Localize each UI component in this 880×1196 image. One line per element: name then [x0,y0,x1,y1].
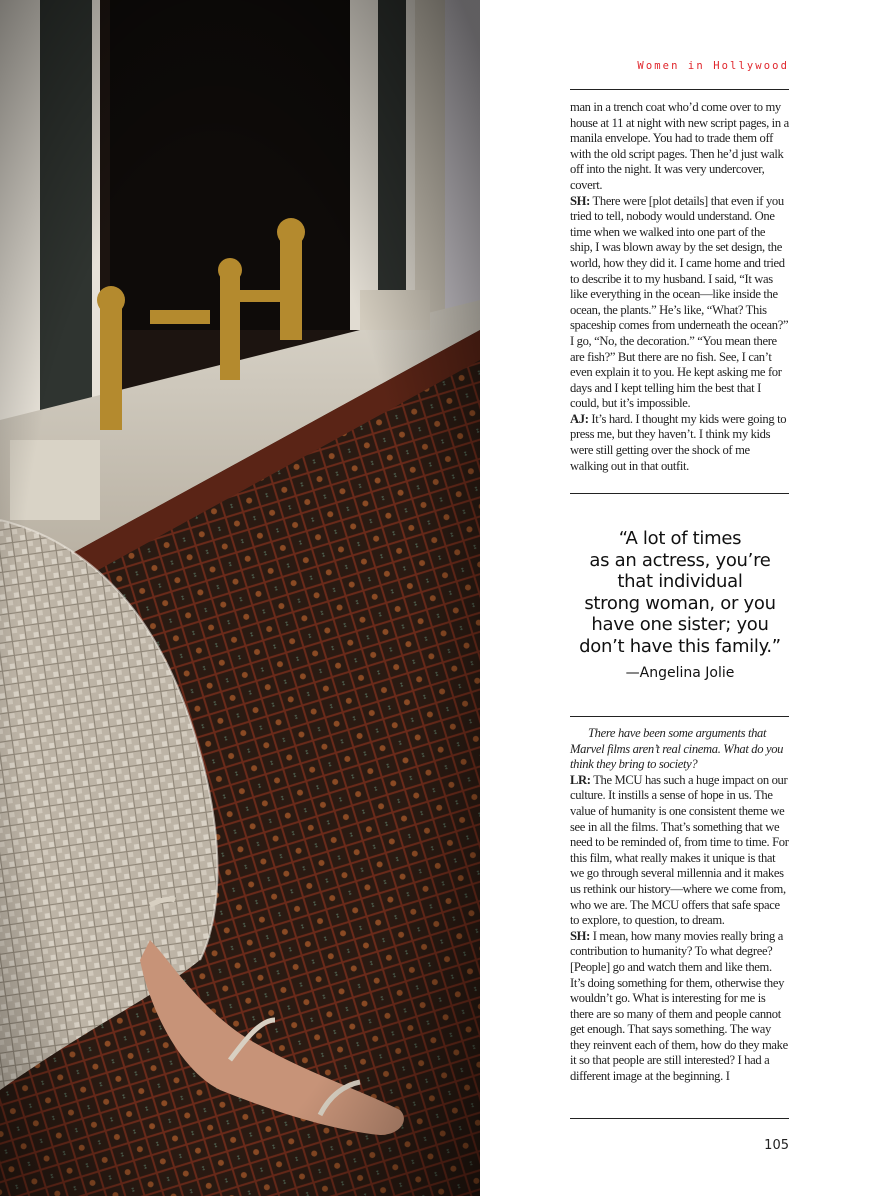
section-label: Women in Hollywood [637,60,789,72]
bottom-rule [570,1118,789,1119]
paragraph-text: man in a trench coat who’d come over to my house at 11 at night with new script pages, in a manila envelope. You had to trade them off with the old script pages. Then he’d just walk off into the night. It was very undercover, covert. [570,100,789,192]
speaker-label: AJ: [570,411,589,426]
pull-quote-line: that individual [617,571,743,593]
interview-question: There have been some arguments that Marvel films aren’t real cinema. What do you think they bring to society? [570,726,784,772]
pull-quote-line: don’t have this family.” [579,635,781,657]
pull-quote-line: as an actress, you’re [589,549,771,571]
section-rule [570,716,789,717]
paragraph [570,412,789,474]
article-column-top [570,100,789,474]
paragraph-text: I mean, how many movies really bring a contribution to humanity? To what degree? [People] go and watch them and like them. It’s doing something for them, otherwise they wouldn’t go. What is interesting for me is there are so many of them and people cannot get enough. That says something. The way they reinvent each of them, how do they make it so that people are still interested? I had a different image at the beginning. I [570,928,788,1084]
speaker-label: LR: [570,772,591,787]
paragraph [570,194,789,412]
speaker-label: SH: [570,928,590,943]
paragraph-text: It’s hard. I thought my kids were going to press me, but they haven’t. I think my kids were still getting over the shock of me walking out in that outfit. [570,411,787,473]
paragraph-text: There were [plot details] that even if you tried to tell, nobody would understand. One time when we walked into one part of the ship, I was blown away by the set design, the world, how they did it. I came home and tried to describe it to my husband. I said, “It was like everything in the ocean—like inside the ocean, the plants.” He’s like, “What? This spaceship comes from underneath the ocean?” I go, “No, the decoration.” “You mean there are fish?” But there are no fish. See, I can’t even explain it to you. He kept asking me for days and I kept telling him the best that I could, but it’s impossible. [570,193,789,411]
pull-quote-line: “A lot of times [618,528,742,549]
page-number: 105 [764,1138,789,1153]
speaker-label: SH: [570,193,590,208]
section-rule [570,493,789,494]
paragraph-text: The MCU has such a huge impact on our culture. It instills a sense of hope in us. The value of humanity is one consistent theme we see in all the films. That’s something that we need to be reminded of, from time to time. For this film, what really makes it unique is that we go through several millennia and it makes us rethink our history—where we come from, who we are. The MCU offers that safe space to explore, to question, to dream. [570,772,789,928]
pull-quote-text [560,528,800,658]
article-column-bottom [570,726,789,1085]
paragraph [570,100,789,194]
pull-quote-attribution: —Angelina Jolie [625,664,735,681]
paragraph [570,773,789,929]
paragraph [570,929,789,1085]
pull-quote-line: have one sister; you [591,614,769,636]
top-rule [570,89,789,90]
pull-quote [560,528,800,682]
pull-quote-line: strong woman, or you [584,592,776,614]
